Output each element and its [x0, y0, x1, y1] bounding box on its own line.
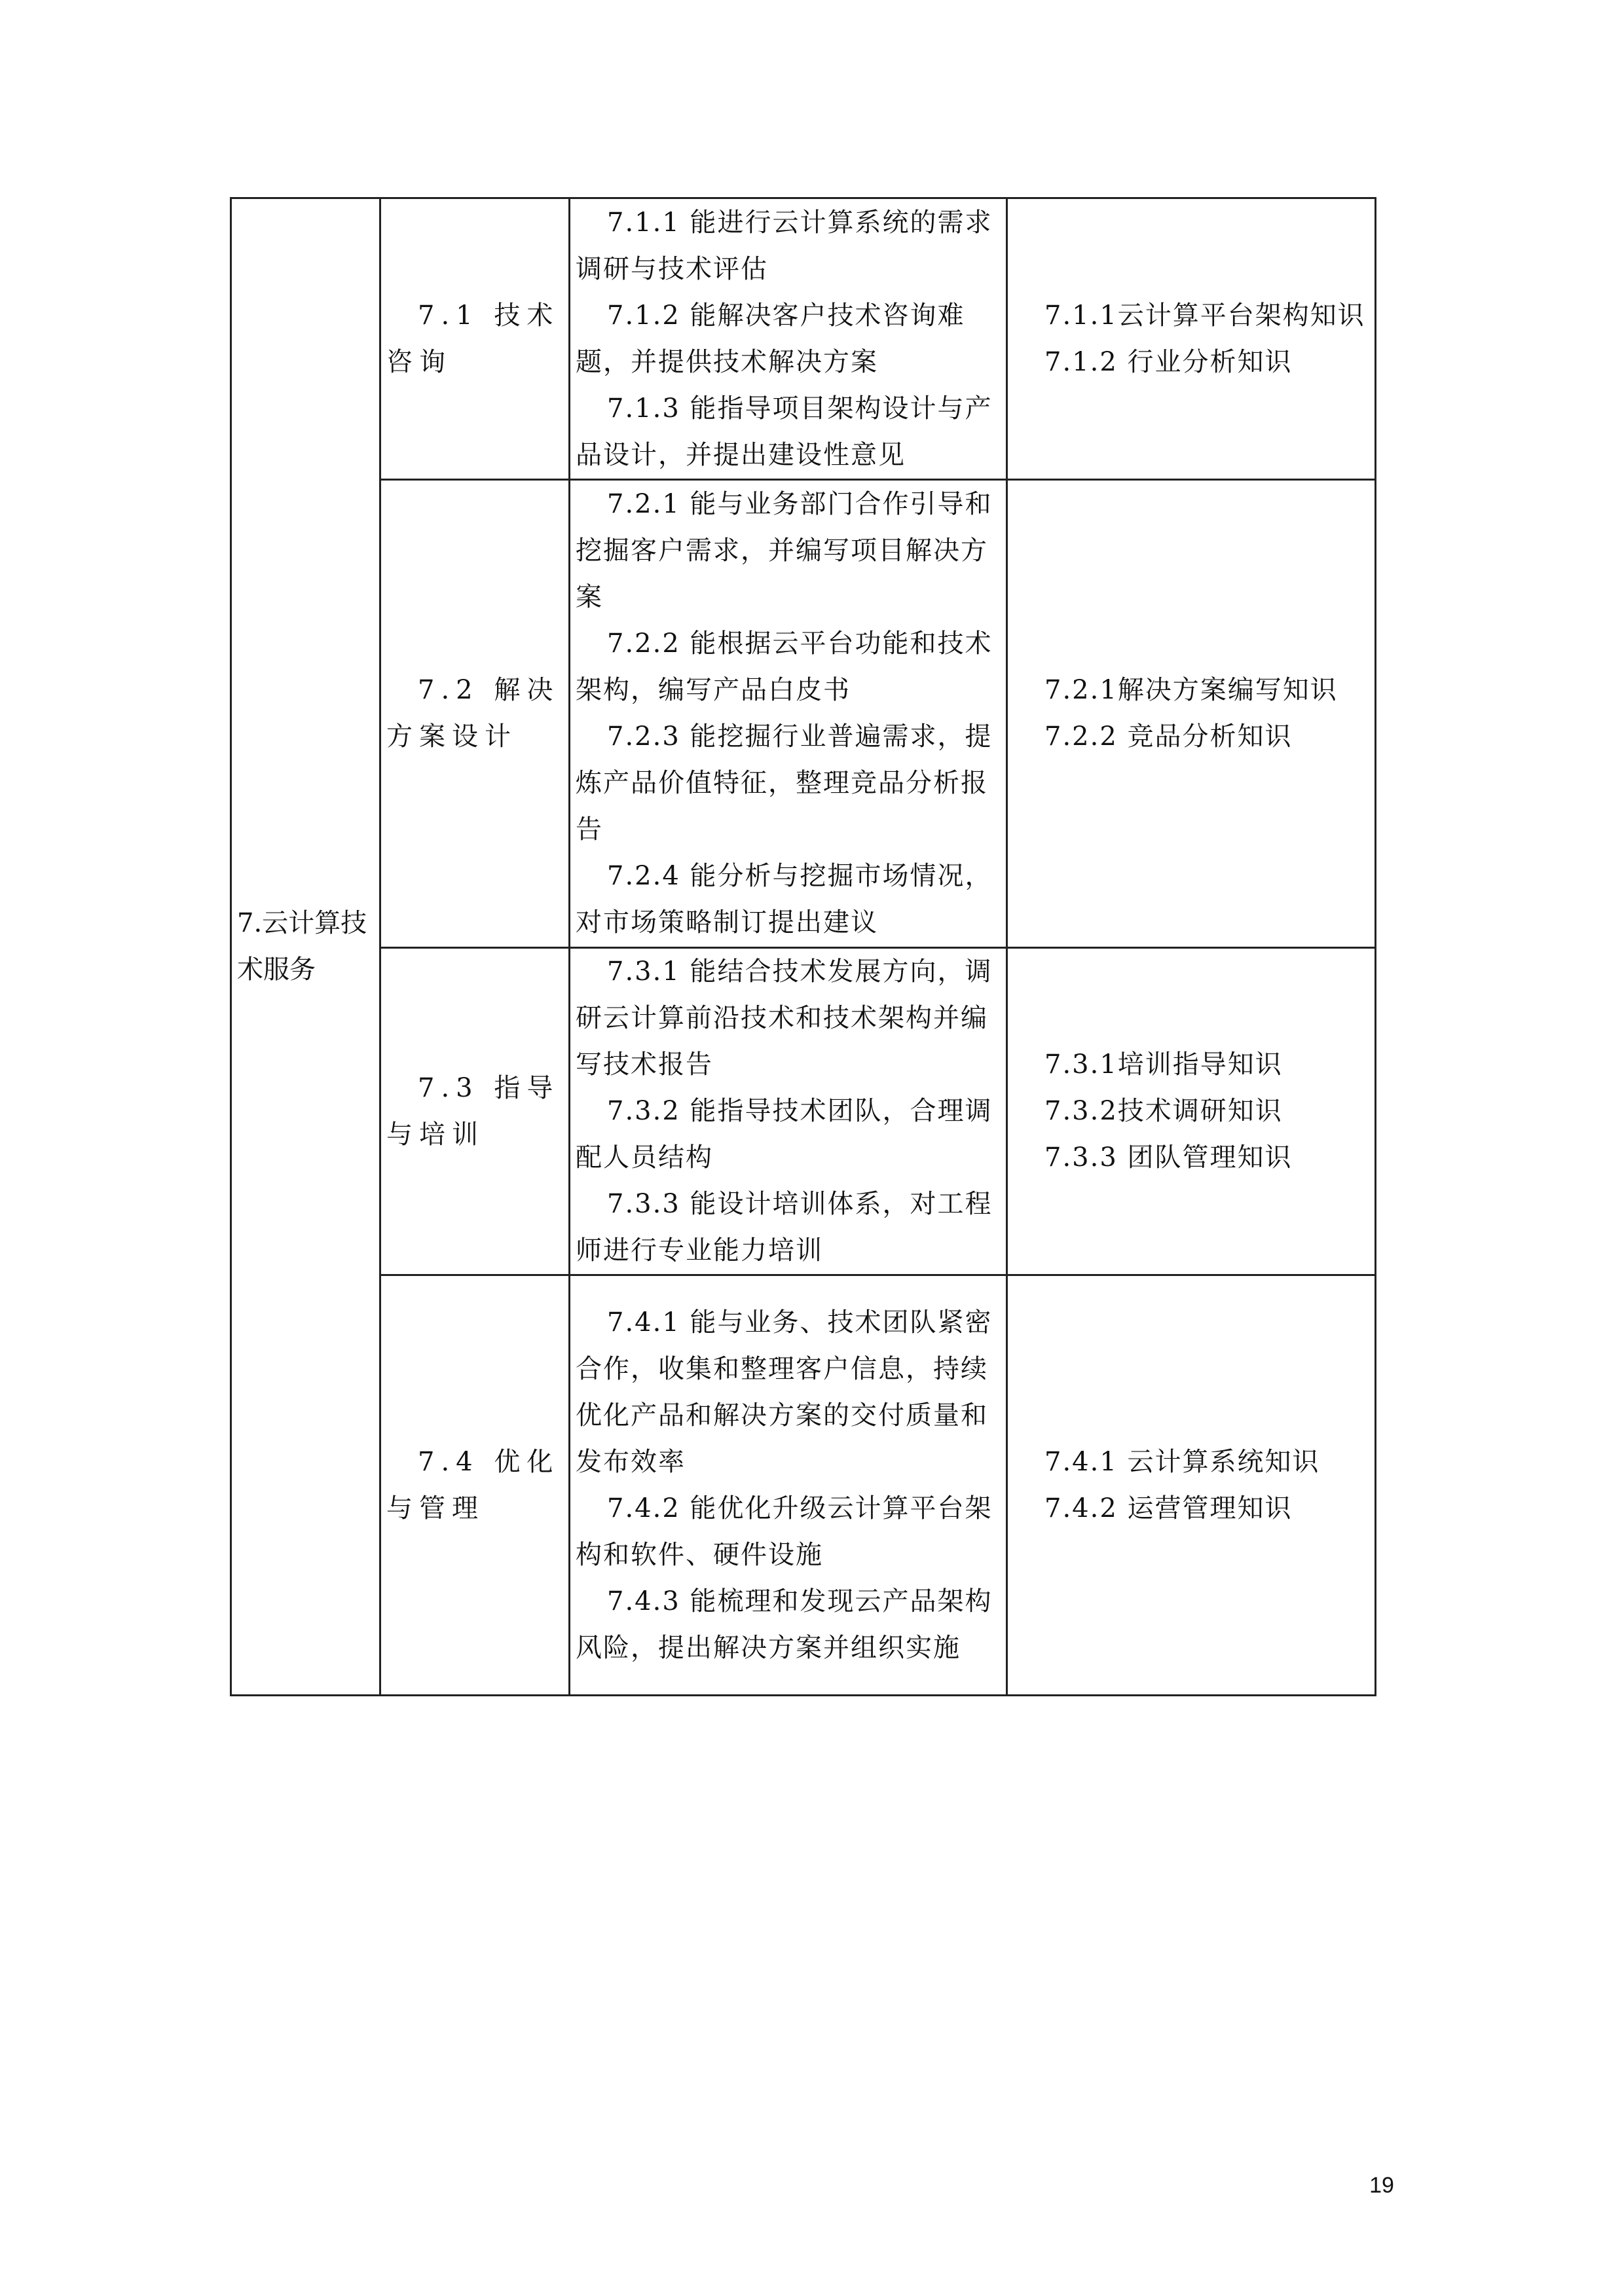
requirement-item: 7.2.2 能根据云平台功能和技术架构，编写产品白皮书: [576, 629, 993, 705]
table-row: [231, 948, 1376, 1275]
requirement-item: 7.4.2 能优化升级云计算平台架构和软件、硬件设施: [576, 1493, 993, 1570]
knowledge-item: 7.2.2 竞品分析知识: [1044, 721, 1293, 752]
unit-title: 7.1 技术咨询: [386, 300, 560, 377]
unit-cell: [380, 1275, 570, 1696]
knowledge-item: 7.3.2技术调研知识: [1044, 1096, 1283, 1126]
unit-cell: [380, 480, 570, 948]
requirement-item: 7.1.3 能指导项目架构设计与产品设计，并提出建设性意见: [576, 393, 993, 470]
page-number: 19: [1369, 2173, 1394, 2198]
knowledge-item: 7.3.1培训指导知识: [1044, 1049, 1283, 1080]
knowledge-cell: [1007, 1275, 1376, 1696]
requirement-item: 7.1.1 能进行云计算系统的需求调研与技术评估: [576, 207, 993, 284]
requirement-item: 7.1.2 能解决客户技术咨询难题，并提供技术解决方案: [576, 300, 965, 377]
unit-title: 7.3 指导与培训: [386, 1072, 560, 1150]
requirement-item: 7.4.1 能与业务、技术团队紧密合作，收集和整理客户信息，持续优化产品和解决方案的交付质量和发布效率: [576, 1307, 993, 1477]
unit-title: 7.2 解决方案设计: [386, 675, 560, 752]
requirement-item: 7.2.1 能与业务部门合作引导和挖掘客户需求，并编写项目解决方案: [576, 489, 993, 612]
requirement-item: 7.3.3 能设计培训体系，对工程师进行专业能力培训: [576, 1189, 993, 1266]
requirements-cell: [570, 198, 1007, 480]
requirement-item: 7.4.3 能梳理和发现云产品架构风险，提出解决方案并组织实施: [576, 1586, 993, 1663]
function-label: 7.云计算技术服务: [237, 908, 367, 985]
requirement-item: 7.3.2 能指导技术团队，合理调配人员结构: [576, 1096, 993, 1173]
table-row: [231, 198, 1376, 480]
knowledge-cell: [1007, 948, 1376, 1275]
knowledge-item: 7.1.1云计算平台架构知识: [1044, 300, 1365, 331]
table-row: [231, 480, 1376, 948]
requirements-cell: [570, 1275, 1007, 1696]
requirement-item: 7.3.1 能结合技术发展方向，调研云计算前沿技术和技术架构并编写技术报告: [576, 957, 993, 1080]
knowledge-item: 7.4.2 运营管理知识: [1044, 1493, 1293, 1523]
skill-requirements-table: [230, 197, 1376, 1696]
knowledge-item: 7.2.1解决方案编写知识: [1044, 675, 1338, 705]
function-cell: [231, 198, 380, 1696]
unit-cell: [380, 948, 570, 1275]
knowledge-cell: [1007, 198, 1376, 480]
requirement-item: 7.2.4 能分析与挖掘市场情况，对市场策略制订提出建议: [576, 861, 993, 938]
table-row: [231, 1275, 1376, 1696]
knowledge-cell: [1007, 480, 1376, 948]
knowledge-item: 7.4.1 云计算系统知识: [1044, 1446, 1320, 1477]
requirement-item: 7.2.3 能挖掘行业普遍需求，提炼产品价值特征，整理竞品分析报告: [576, 721, 993, 845]
knowledge-item: 7.1.2 行业分析知识: [1044, 346, 1293, 377]
requirements-cell: [570, 948, 1007, 1275]
requirements-cell: [570, 480, 1007, 948]
unit-cell: [380, 198, 570, 480]
unit-title: 7.4 优化与管理: [386, 1446, 560, 1523]
knowledge-item: 7.3.3 团队管理知识: [1044, 1142, 1293, 1173]
